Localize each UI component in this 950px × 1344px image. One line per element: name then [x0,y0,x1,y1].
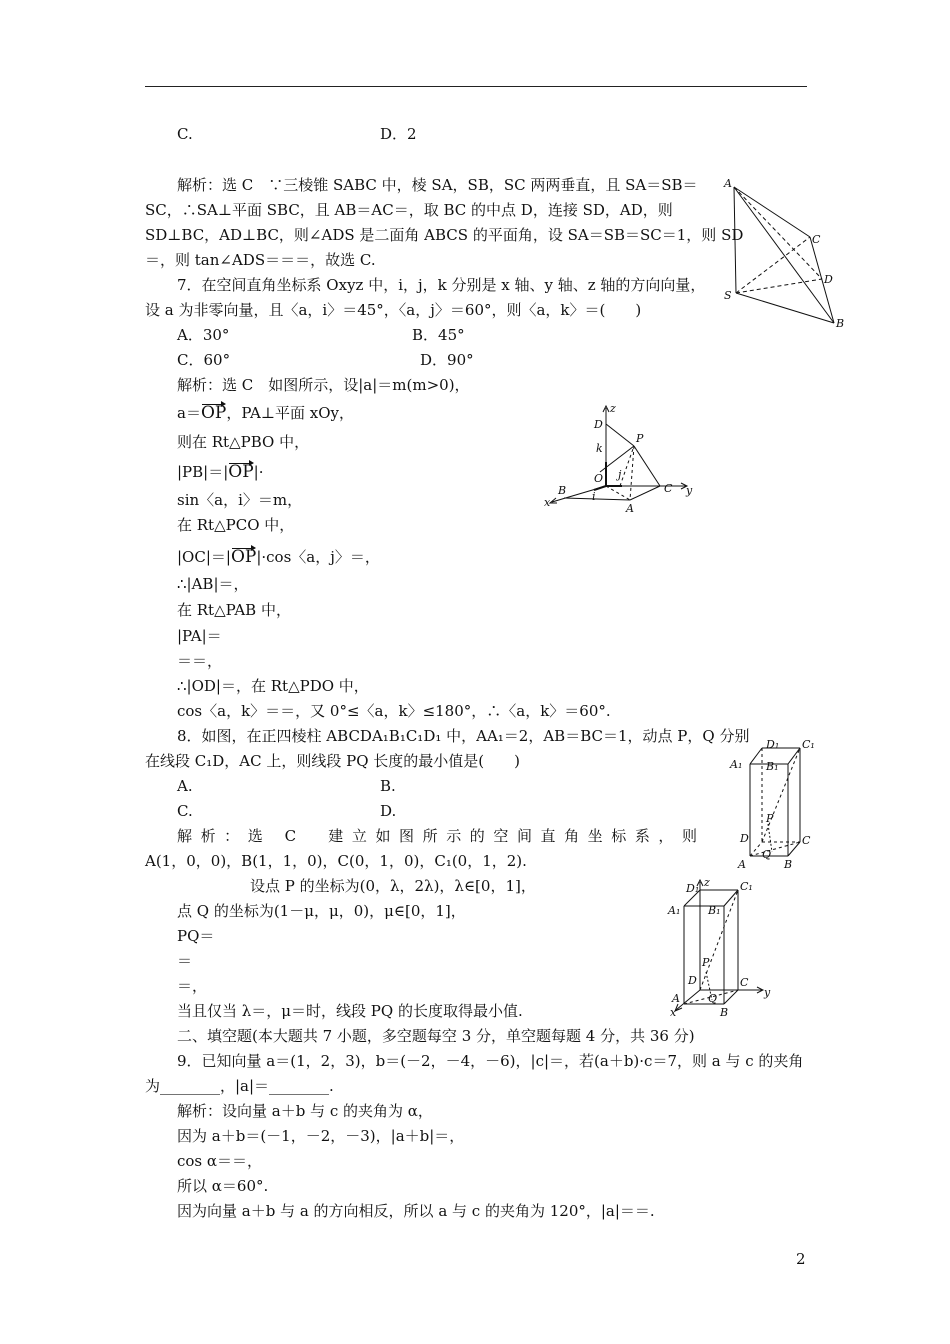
solution-7-line-2 [177,403,354,423]
label-d: D [594,418,603,431]
label-d: D [824,273,833,286]
solution-8-line-7: ＝， [177,977,208,995]
solution-9-line-5: 因为向量 a＋b 与 a 的方向相反，所以 a 与 c 的夹角为 120°，|a|＝＝. [177,1202,655,1220]
label-x: x [670,1006,677,1019]
option-c: C．60° [177,351,231,369]
label-d: D [688,974,697,987]
solution-9-line-4: 所以 α＝60°. [177,1177,269,1195]
option-c: C. [177,125,193,143]
text: |PB|＝| [177,463,229,481]
label-d1: D₁ [766,738,780,751]
solution-7-line-5: sin〈a，i〉＝m， [177,491,303,509]
question-9-line-2: 为________，|a|＝________. [145,1077,334,1095]
label-z: z [704,876,710,889]
option-b: B. [380,777,396,795]
solution-6-line-1: 解析：选 C ∵三棱锥 SABC 中，棱 SA，SB，SC 两两垂直，且 SA＝SB＝ [177,176,698,194]
solution-8-line-2: A(1，0，0)，B(1，1，0)，C(0，1，0)，C₁(0，1，2). [145,852,527,870]
label-a: A [738,858,746,871]
page-number: 2 [796,1250,806,1268]
label-p: P [702,956,710,969]
option-c: C. [177,802,193,820]
label-d1: D₁ [686,882,700,895]
text: ，PA⊥平面 xOy， [226,404,354,422]
solution-9-line-3: cos α＝＝， [177,1152,263,1170]
vector-op: OP [200,403,227,423]
solution-8-line-8: 当且仅当 λ＝，μ＝时，线段 PQ 的长度取得最小值. [177,1002,523,1020]
axes-figure [540,402,700,515]
solution-7-line-12: ∴|OD|＝，在 Rt△PDO 中， [177,677,369,695]
label-a1: A₁ [668,904,681,917]
label-c: C [812,233,821,246]
label-x: x [544,496,551,509]
label-j: j [618,468,622,481]
label-a: A [724,177,732,190]
solution-7-line-13: cos〈a，k〉＝＝，又 0°≤〈a，k〉≤180°，∴〈a，k〉＝60°. [177,702,611,720]
solution-7-line-11: ＝＝， [177,652,223,670]
option-a: A. [177,777,193,795]
solution-7-line-9: 在 Rt△PAB 中， [177,601,291,619]
label-k: k [596,442,603,455]
label-a1: A₁ [730,758,743,771]
solution-6-line-4: ＝，则 tan∠ADS＝＝＝，故选 C. [145,251,376,269]
label-d: D [740,832,749,845]
section-heading: 二、填空题(本大题共 7 小题，多空题每空 3 分，单空题每题 4 分，共 36 分) [177,1027,695,1045]
solution-7-line-1: 解析：选 C 如图所示，设|a|＝m(m>0)， [177,376,470,394]
text: |· [253,463,264,481]
label-z: z [610,402,616,415]
solution-8-line-3: 设点 P 的坐标为(0，λ，2λ)，λ∈[0，1]， [250,877,536,895]
question-8-line-2: 在线段 C₁D，AC 上，则线段 PQ 长度的最小值是( ) [145,752,520,770]
label-b: B [720,1006,729,1019]
label-q: Q [762,848,772,861]
solution-7-line-7 [177,547,380,567]
label-b1: B₁ [766,760,779,773]
text: |OC|＝| [177,548,231,566]
label-y: y [686,484,693,497]
label-b: B [784,858,793,871]
label-p: P [766,812,774,825]
label-c: C [740,976,749,989]
question-7-line-2: 设 a 为非零向量，且〈a，i〉＝45°，〈a，j〉＝60°，则〈a，k〉＝( ) [145,301,642,319]
prism-axes-figure [666,876,776,1019]
solution-8-line-5: PQ＝ [177,927,215,945]
option-a: A．30° [177,326,230,344]
text: |·cos〈a，j〉＝， [256,548,380,566]
label-c: C [802,834,811,847]
label-b1: B₁ [708,904,721,917]
header-rule [145,86,807,87]
question-9-line-1: 9．已知向量 a＝(1，2，3)，b＝(－2，－4，－6)，|c|＝，若(a＋b)·c＝7，则 a 与 c 的夹角 [177,1052,804,1070]
option-d: D．90° [420,351,474,369]
solution-7-line-6: 在 Rt△PCO 中， [177,516,295,534]
label-a: A [672,992,680,1005]
vector-op: OP [230,547,257,567]
label-b: B [836,317,845,330]
solution-9-line-2: 因为 a＋b＝(－1，－2，－3)，|a＋b|＝， [177,1127,465,1145]
label-c1: C₁ [740,880,753,893]
label-a: A [626,502,634,515]
label-i: i [592,490,596,503]
question-8-line-1: 8．如图，在正四棱柱 ABCDA₁B₁C₁D₁ 中，AA₁＝2，AB＝BC＝1，动点 P，Q 分别 [177,727,750,745]
option-b: B．45° [412,326,465,344]
label-c1: C₁ [802,738,815,751]
solution-8-line-6: ＝ [177,952,193,970]
label-q: Q [708,992,718,1005]
solution-7-line-4 [177,462,264,482]
label-y: y [764,986,771,999]
solution-6-line-2: SC，∴SA⊥平面 SBC，且 AB＝AC＝，取 BC 的中点 D，连接 SD，AD，则 [145,201,673,219]
label-b: B [558,484,567,497]
option-d: D．2 [380,125,417,143]
label-c: C [664,482,673,495]
solution-9-line-1: 解析：设向量 a＋b 与 c 的夹角为 α， [177,1102,433,1120]
label-o: O [594,472,604,485]
solution-6-line-3: SD⊥BC，AD⊥BC，则∠ADS 是二面角 ABCS 的平面角，设 SA＝SB＝SC＝1，则 SD [145,226,744,244]
tetrahedron-figure [718,175,848,335]
option-d: D. [380,802,397,820]
vector-op: OP [228,462,254,482]
label-s: S [724,289,732,302]
solution-8-line-4: 点 Q 的坐标为(1－μ，μ，0)，μ∈[0，1]， [177,902,466,920]
prism-figure [726,738,816,873]
text: a＝ [177,404,201,422]
solution-7-line-3: 则在 Rt△PBO 中， [177,433,310,451]
solution-8-line-1: 解析：选 C 建立如图所示的空间直角坐标系，则 [177,827,697,845]
question-7-line-1: 7．在空间直角坐标系 Oxyz 中，i，j，k 分别是 x 轴、y 轴、z 轴的方向向量， [177,276,706,294]
label-p: P [636,432,644,445]
solution-7-line-10: |PA|＝ [177,627,222,645]
solution-7-line-8: ∴|AB|＝， [177,575,249,593]
